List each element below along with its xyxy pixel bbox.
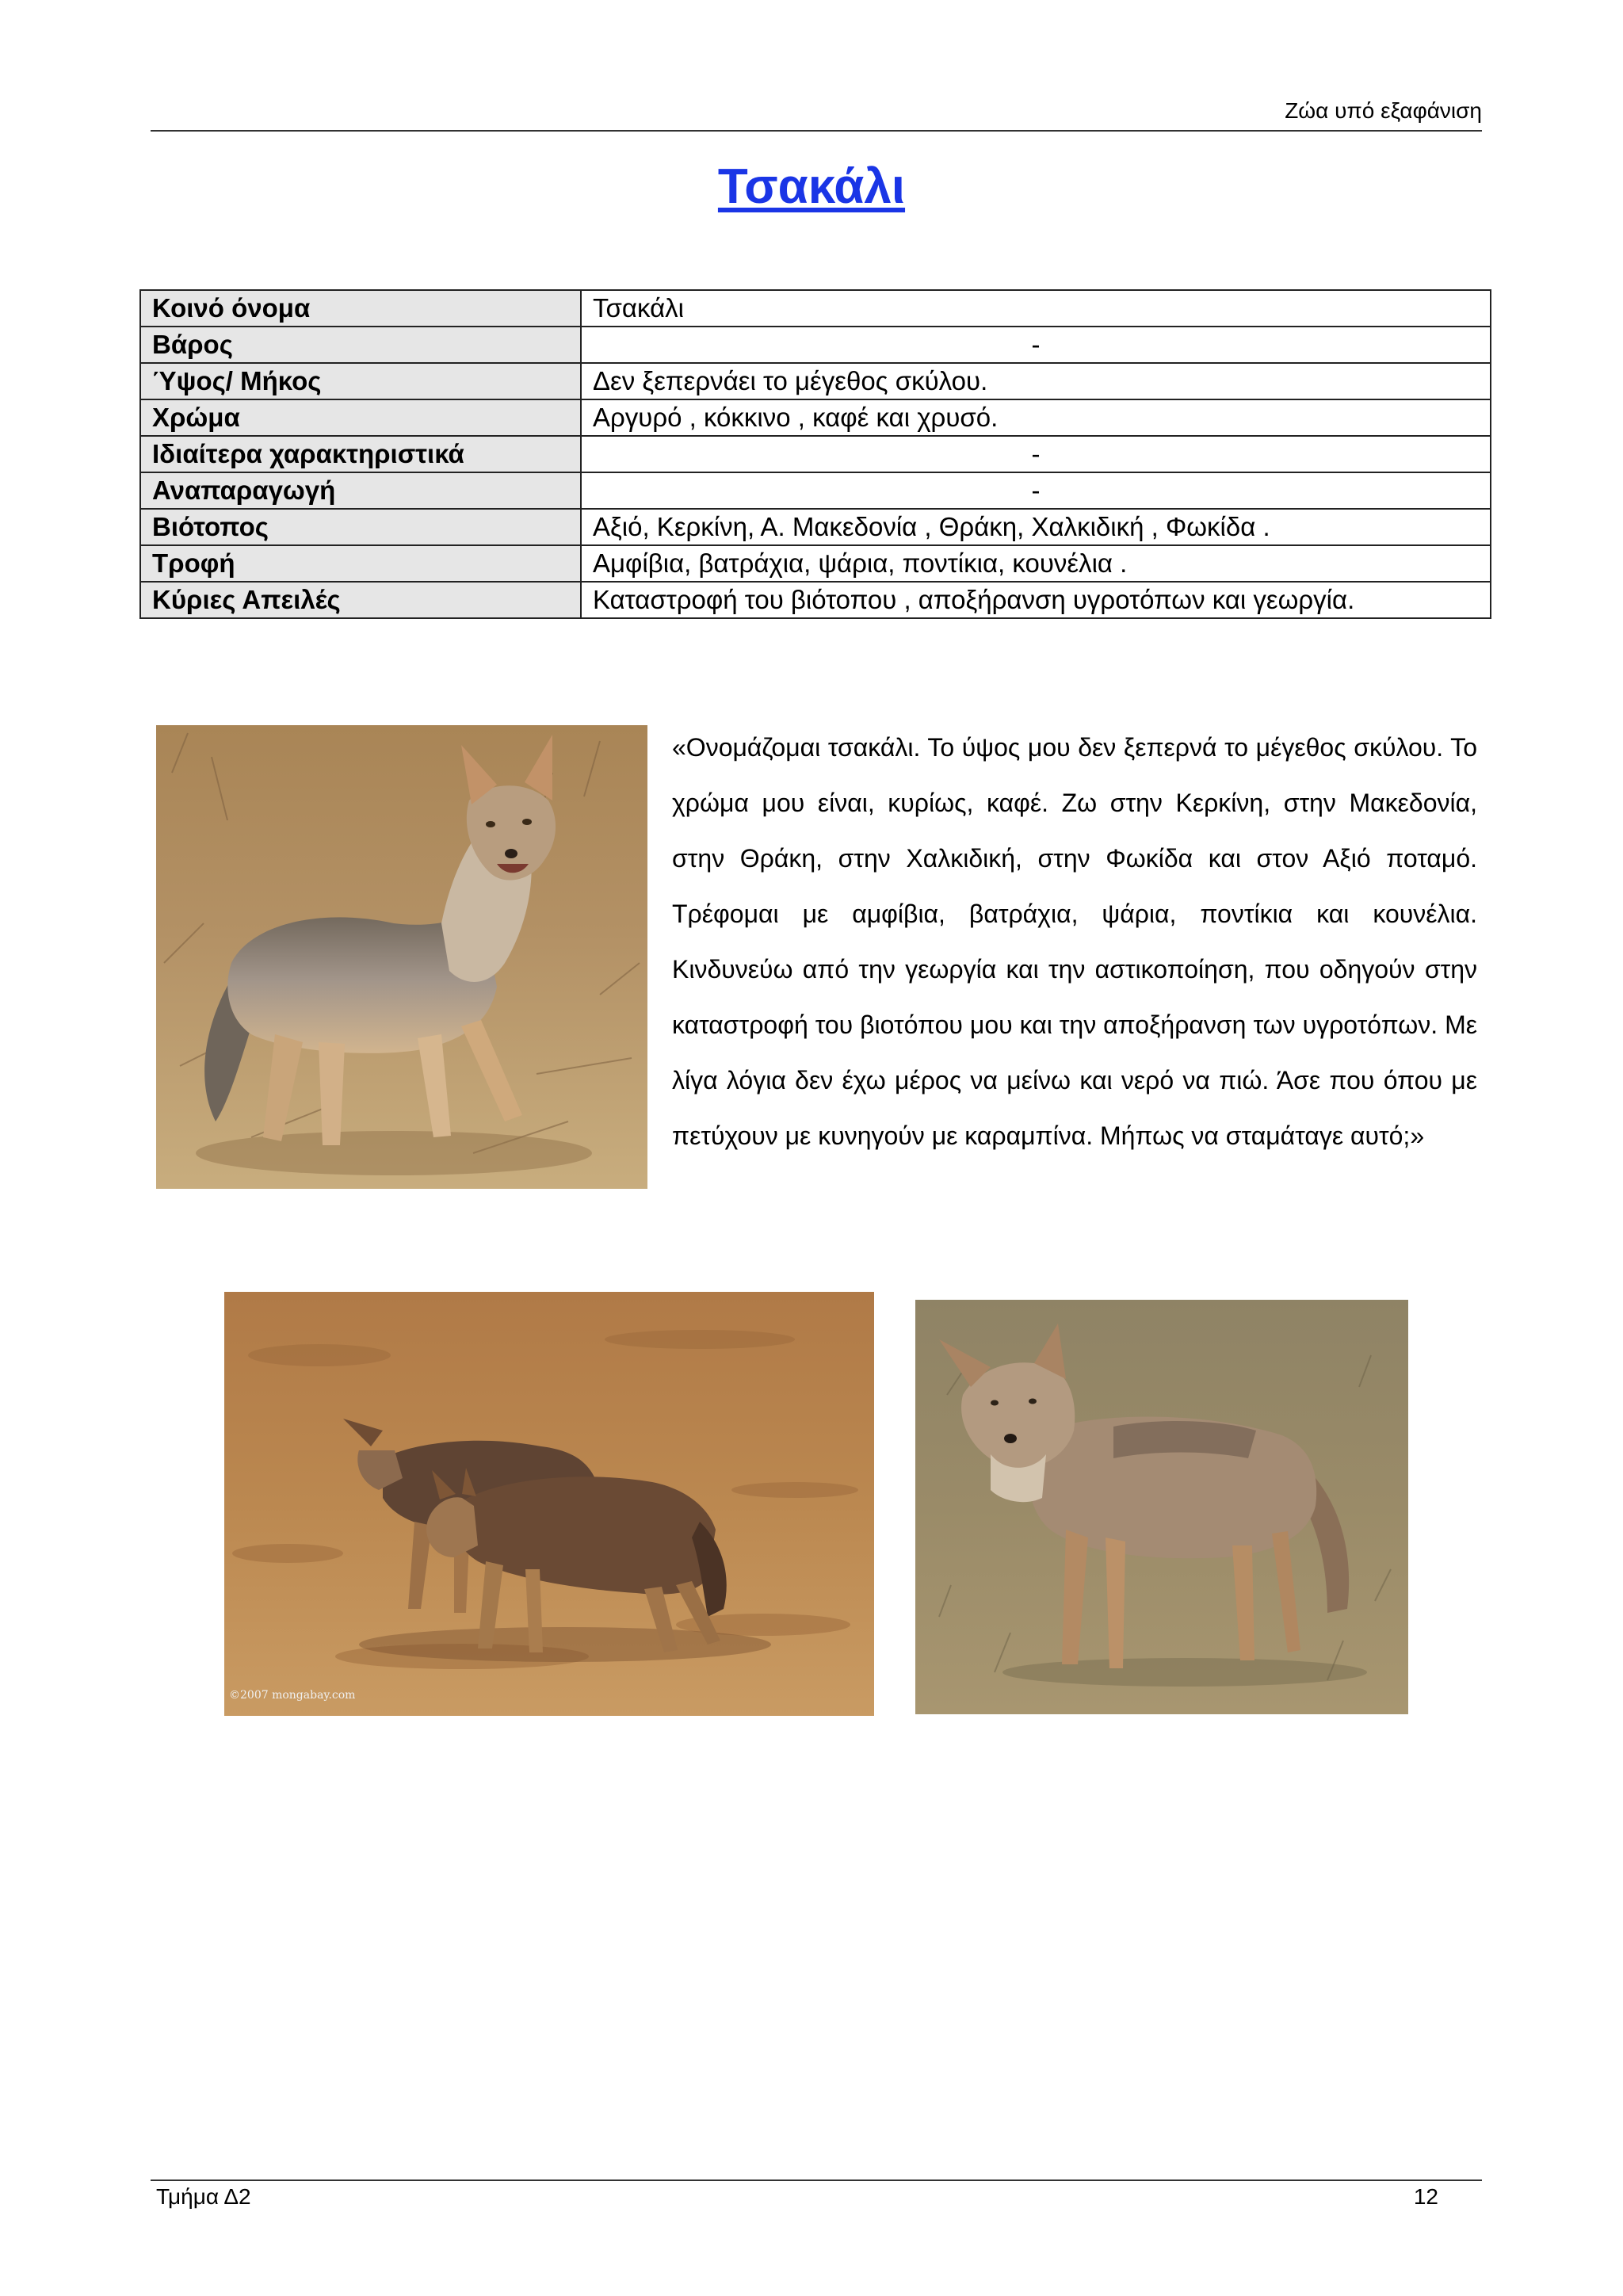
running-header: Ζώα υπό εξαφάνιση xyxy=(1285,98,1482,123)
table-row xyxy=(140,363,1491,399)
row-label: Τροφή xyxy=(140,545,581,582)
jackal-photo-grassland xyxy=(915,1300,1408,1714)
row-label: Χρώμα xyxy=(140,399,581,436)
page-number: 12 xyxy=(1413,2184,1438,2209)
row-value: Καταστροφή του βιότοπου , αποξήρανση υγροτόπων και γεωργία. xyxy=(581,582,1491,618)
row-label: Βιότοπος xyxy=(140,509,581,545)
jackal-story-paragraph: «Ονομάζομαι τσακάλι. Το ύψος μου δεν ξεπερνά το μέγεθος σκύλου. Το χρώμα μου είναι, κυρίως, καφέ. Ζω στην Κερκίνη, στην Μακεδονία, στην Θράκη, στην Χαλκιδική, στην Φωκίδα και στον Αξιό ποταμό. Τρέφομαι με αμφίβια, βατράχια, ψάρια, ποντίκια και κουνέλια. Κινδυνεύω από την γεωργία και την αστικοποίηση, που οδηγούν στην καταστροφή του βιοτόπου μου και την αποξήρανση των υγροτόπων. Με λίγα λόγια δεν έχω μέρος να μείνω και νερό να πιώ. Άσε που όπου με πετύχουν με κυνηγούν με καραμπίνα. Μήπως να σταμάταγε αυτό;» xyxy=(672,733,1477,1150)
row-value: Αξιό, Κερκίνη, Α. Μακεδονία , Θράκη, Χαλκιδική , Φωκίδα . xyxy=(581,509,1491,545)
row-label: Αναπαραγωγή xyxy=(140,472,581,509)
table-row xyxy=(140,290,1491,327)
jackal-photo-pair-image xyxy=(224,1292,874,1716)
table-row xyxy=(140,399,1491,436)
jackal-photo-grassland-image xyxy=(915,1300,1408,1714)
footer-class-label: Τμήμα Δ2 xyxy=(156,2184,251,2209)
row-label: Κοινό όνομα xyxy=(140,290,581,327)
jackal-photo-pair xyxy=(224,1292,874,1716)
jackal-photo-standing xyxy=(156,725,647,1189)
photo-watermark: ©2007 mongabay.com xyxy=(229,1689,356,1702)
row-value: Τσακάλι xyxy=(581,290,1491,327)
jackal-photo-standing-image xyxy=(156,725,647,1189)
row-label: Κύριες Απειλές xyxy=(140,582,581,618)
table-row xyxy=(140,472,1491,509)
table-row xyxy=(140,327,1491,363)
table-row xyxy=(140,545,1491,582)
header-rule xyxy=(151,130,1482,132)
row-value: - xyxy=(581,436,1491,472)
row-value: - xyxy=(581,327,1491,363)
row-value: Αργυρό , κόκκινο , καφέ και χρυσό. xyxy=(581,399,1491,436)
footer-rule xyxy=(151,2179,1482,2181)
row-value: Αμφίβια, βατράχια, ψάρια, ποντίκια, κουνέλια . xyxy=(581,545,1491,582)
row-value: Δεν ξεπερνάει το μέγεθος σκύλου. xyxy=(581,363,1491,399)
row-label: Ιδιαίτερα χαρακτηριστικά xyxy=(140,436,581,472)
row-label: Ύψος/ Μήκος xyxy=(140,363,581,399)
table-row xyxy=(140,509,1491,545)
page-title[interactable]: Τσακάλι xyxy=(717,159,906,214)
row-value: - xyxy=(581,472,1491,509)
table-row xyxy=(140,436,1491,472)
species-info-table xyxy=(139,289,1491,619)
table-row xyxy=(140,582,1491,618)
row-label: Βάρος xyxy=(140,327,581,363)
